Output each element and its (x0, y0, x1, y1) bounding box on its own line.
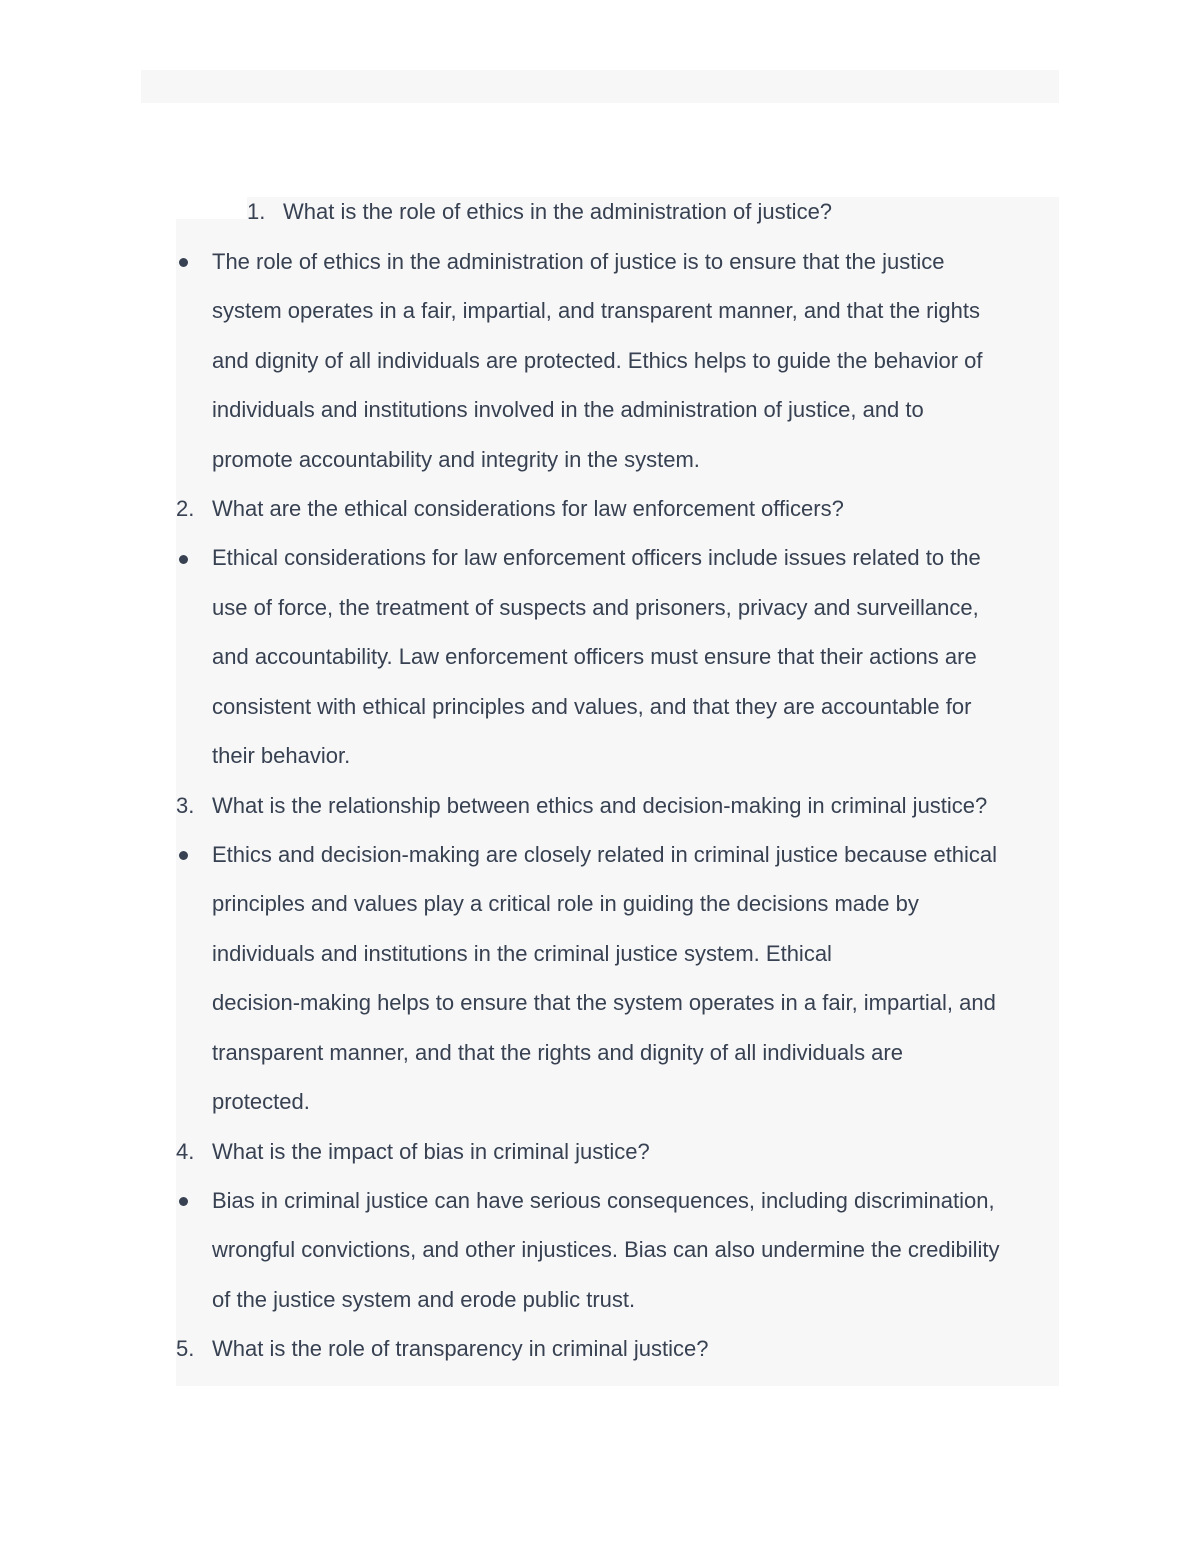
question-text: What are the ethical considerations for law enforcement officers? (212, 496, 844, 521)
answer-line: Ethical considerations for law enforcement officers include issues related to the (212, 545, 981, 570)
answer-line: consistent with ethical principles and values, and that they are accountable for (212, 694, 972, 719)
answer-line: Ethics and decision-making are closely related in criminal justice because ethical (212, 842, 998, 867)
indent-gap (176, 197, 247, 219)
question-number: 3. (176, 793, 195, 818)
answer-line: system operates in a fair, impartial, and transparent manner, and that the rights (212, 298, 980, 323)
question-text: What is the impact of bias in criminal justice? (212, 1139, 650, 1164)
answer-line: principles and values play a critical role in guiding the decisions made by (212, 891, 919, 916)
question-text: What is the relationship between ethics and decision-making in criminal justice? (212, 793, 988, 818)
question-text: What is the role of ethics in the administration of justice? (283, 199, 833, 224)
answer-line: protected. (212, 1089, 310, 1114)
answer-line: Bias in criminal justice can have serious consequences, including discrimination, (212, 1188, 995, 1213)
question-text: What is the role of transparency in criminal justice? (212, 1336, 709, 1361)
bullet-icon (179, 258, 188, 267)
answer-line: their behavior. (212, 743, 351, 768)
question-number: 1. (247, 199, 266, 224)
top-header-bar (141, 70, 1059, 103)
answer-line: wrongful convictions, and other injustices. Bias can also undermine the credibility (212, 1237, 1000, 1262)
question-number: 5. (176, 1336, 195, 1361)
answer-line: The role of ethics in the administration of justice is to ensure that the justice (212, 249, 945, 274)
answer-line: transparent manner, and that the rights and dignity of all individuals are (212, 1040, 903, 1065)
answer-line: individuals and institutions involved in the administration of justice, and to (212, 397, 924, 422)
bullet-icon (179, 851, 188, 860)
answer-line: decision-making helps to ensure that the system operates in a fair, impartial, and (212, 990, 996, 1015)
answer-line: promote accountability and integrity in the system. (212, 447, 700, 472)
question-number: 2. (176, 496, 195, 521)
answer-line: use of force, the treatment of suspects and prisoners, privacy and surveillance, (212, 595, 979, 620)
answer-line: of the justice system and erode public trust. (212, 1287, 636, 1312)
bullet-icon (179, 555, 188, 564)
bullet-icon (179, 1197, 188, 1206)
answer-line: and accountability. Law enforcement officers must ensure that their actions are (212, 644, 977, 669)
answer-line: and dignity of all individuals are protected. Ethics helps to guide the behavior of (212, 348, 983, 373)
answer-line: individuals and institutions in the criminal justice system. Ethical (212, 941, 832, 966)
question-number: 4. (176, 1139, 195, 1164)
